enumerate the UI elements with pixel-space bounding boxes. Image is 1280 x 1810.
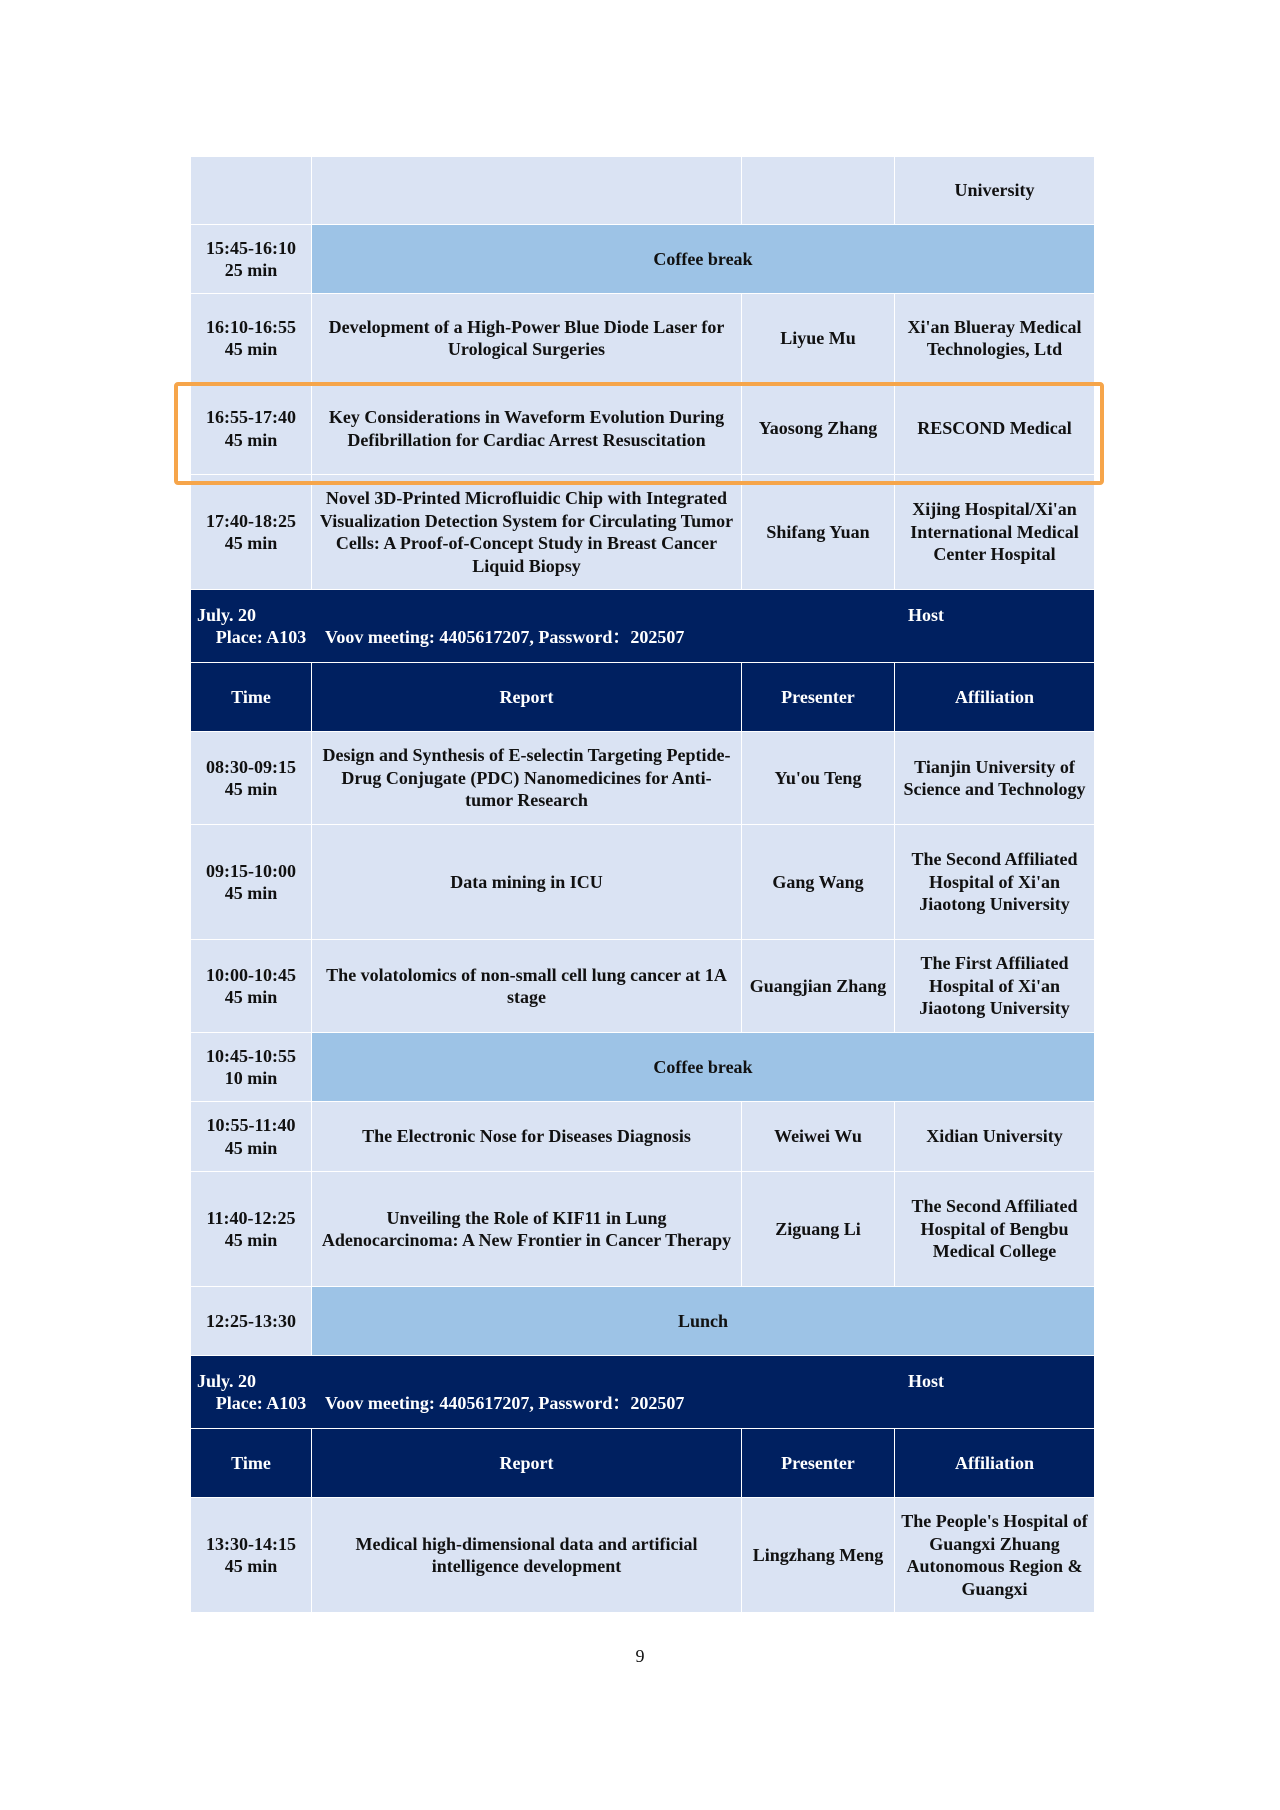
- time-cell: [191, 940, 312, 1033]
- report-title: Design and Synthesis of E-selectin Targeting Peptide-Drug Conjugate (PDC) Nanomedicines for Anti-tumor Research: [312, 732, 742, 825]
- column-header-row: [191, 663, 1095, 732]
- time-cell: [191, 1287, 312, 1356]
- affiliation-cell: University: [895, 157, 1095, 225]
- duration: 45 min: [224, 533, 278, 553]
- session-meeting: Voov meeting: 4405617207, Password：202507: [325, 627, 685, 647]
- header-report: Report: [312, 663, 742, 732]
- time-range: 12:25-13:30: [206, 1310, 296, 1331]
- time-range: 10:00-10:45: [206, 964, 296, 985]
- duration: 25 min: [224, 260, 278, 280]
- time-cell: [191, 475, 312, 590]
- report-title: Data mining in ICU: [312, 825, 742, 940]
- talk-row: [191, 1498, 1095, 1613]
- time-range: 17:40-18:25: [206, 510, 296, 531]
- talk-row: [191, 732, 1095, 825]
- duration: 45 min: [224, 339, 278, 359]
- time-cell: [191, 1033, 312, 1102]
- time-range: 08:30-09:15: [206, 756, 296, 777]
- time-cell: [191, 294, 312, 383]
- duration: 45 min: [224, 779, 278, 799]
- presenter-name: Yu'ou Teng: [742, 732, 895, 825]
- break-row: [191, 225, 1095, 294]
- time-cell: [191, 825, 312, 940]
- presenter-name: Guangjian Zhang: [742, 940, 895, 1033]
- break-label: Coffee break: [312, 225, 1095, 294]
- session-place: Place: A103: [215, 1393, 307, 1413]
- page-number: 9: [635, 1646, 645, 1666]
- session-meeting: Voov meeting: 4405617207, Password：202507: [325, 1393, 685, 1413]
- report-title: Development of a High-Power Blue Diode Laser for Urological Surgeries: [312, 294, 742, 383]
- time-cell: [191, 225, 312, 294]
- break-label: Lunch: [312, 1287, 1095, 1356]
- duration: 45 min: [224, 1230, 278, 1250]
- break-row: [191, 1287, 1095, 1356]
- session-info: [191, 590, 1095, 663]
- duration: 45 min: [224, 1137, 278, 1158]
- session-date: July. 20: [197, 604, 257, 625]
- report-title: Medical high-dimensional data and artificial intelligence development: [312, 1498, 742, 1613]
- presenter-cell: [742, 157, 895, 225]
- presenter-name: Lingzhang Meng: [742, 1498, 895, 1613]
- presenter-name: Yaosong Zhang: [742, 383, 895, 475]
- duration: 45 min: [224, 429, 278, 450]
- header-affiliation: Affiliation: [895, 1429, 1095, 1498]
- session-host: Host: [908, 604, 944, 625]
- affiliation-name: The Second Affiliated Hospital of Xi'an Jiaotong University: [895, 825, 1095, 940]
- time-range: 10:45-10:55: [206, 1045, 296, 1066]
- session-info: [191, 1356, 1095, 1429]
- header-presenter: Presenter: [742, 1429, 895, 1498]
- duration: 45 min: [224, 883, 278, 903]
- report-cell: [312, 157, 742, 225]
- session-date: July. 20: [197, 1370, 257, 1391]
- session-info-row: [191, 590, 1095, 663]
- header-time: Time: [191, 663, 312, 732]
- schedule-table: [190, 156, 1095, 1613]
- presenter-name: Liyue Mu: [742, 294, 895, 383]
- presenter-name: Gang Wang: [742, 825, 895, 940]
- continued-row: [191, 157, 1095, 225]
- duration: 45 min: [224, 1556, 278, 1576]
- time-cell: [191, 1172, 312, 1287]
- talk-row: [191, 825, 1095, 940]
- talk-row-highlighted: [191, 383, 1095, 475]
- duration: 10 min: [224, 1068, 278, 1088]
- affiliation-name: Xi'an Blueray Medical Technologies, Ltd: [895, 294, 1095, 383]
- affiliation-name: The First Affiliated Hospital of Xi'an Jiaotong University: [895, 940, 1095, 1033]
- presenter-name: Ziguang Li: [742, 1172, 895, 1287]
- affiliation-name: Xidian University: [895, 1102, 1095, 1172]
- time-range: 15:45-16:10: [206, 237, 296, 258]
- talk-row: [191, 1102, 1095, 1172]
- header-presenter: Presenter: [742, 663, 895, 732]
- session-host: Host: [908, 1370, 944, 1391]
- time-range: 13:30-14:15: [206, 1533, 296, 1554]
- header-time: Time: [191, 1429, 312, 1498]
- break-label: Coffee break: [312, 1033, 1095, 1102]
- time-range: 16:10-16:55: [206, 316, 296, 337]
- time-range: 16:55-17:40: [206, 407, 296, 427]
- affiliation-name: The Second Affiliated Hospital of Bengbu Medical College: [895, 1172, 1095, 1287]
- talk-row: [191, 1172, 1095, 1287]
- time-range: 09:15-10:00: [206, 860, 296, 881]
- session-info-row: [191, 1356, 1095, 1429]
- session-place: Place: A103: [215, 627, 307, 647]
- affiliation-name: Xijing Hospital/Xi'an International Medical Center Hospital: [895, 475, 1095, 590]
- break-row: [191, 1033, 1095, 1102]
- presenter-name: Shifang Yuan: [742, 475, 895, 590]
- report-title: Unveiling the Role of KIF11 in Lung Adenocarcinoma: A New Frontier in Cancer Therapy: [312, 1172, 742, 1287]
- talk-row: [191, 940, 1095, 1033]
- time-range: 10:55-11:40: [206, 1115, 296, 1135]
- time-cell: [191, 157, 312, 225]
- affiliation-name: RESCOND Medical: [895, 383, 1095, 475]
- time-cell: [191, 383, 312, 475]
- report-title: The Electronic Nose for Diseases Diagnosis: [312, 1102, 742, 1172]
- header-affiliation: Affiliation: [895, 663, 1095, 732]
- time-cell: [191, 1498, 312, 1613]
- time-cell: [191, 732, 312, 825]
- talk-row: [191, 294, 1095, 383]
- affiliation-name: Tianjin University of Science and Technology: [895, 732, 1095, 825]
- column-header-row: [191, 1429, 1095, 1498]
- report-title: Novel 3D-Printed Microfluidic Chip with Integrated Visualization Detection System for Circulating Tumor Cells: A Proof-of-Concept Study in Breast Cancer Liquid Biopsy: [312, 475, 742, 590]
- time-cell: [191, 1102, 312, 1172]
- talk-row: [191, 475, 1095, 590]
- presenter-name: Weiwei Wu: [742, 1102, 895, 1172]
- header-report: Report: [312, 1429, 742, 1498]
- report-title: The volatolomics of non-small cell lung cancer at 1A stage: [312, 940, 742, 1033]
- time-range: 11:40-12:25: [206, 1207, 296, 1228]
- duration: 45 min: [224, 987, 278, 1007]
- report-title: Key Considerations in Waveform Evolution During Defibrillation for Cardiac Arrest Resuscitation: [312, 383, 742, 475]
- affiliation-name: The People's Hospital of Guangxi Zhuang Autonomous Region & Guangxi: [895, 1498, 1095, 1613]
